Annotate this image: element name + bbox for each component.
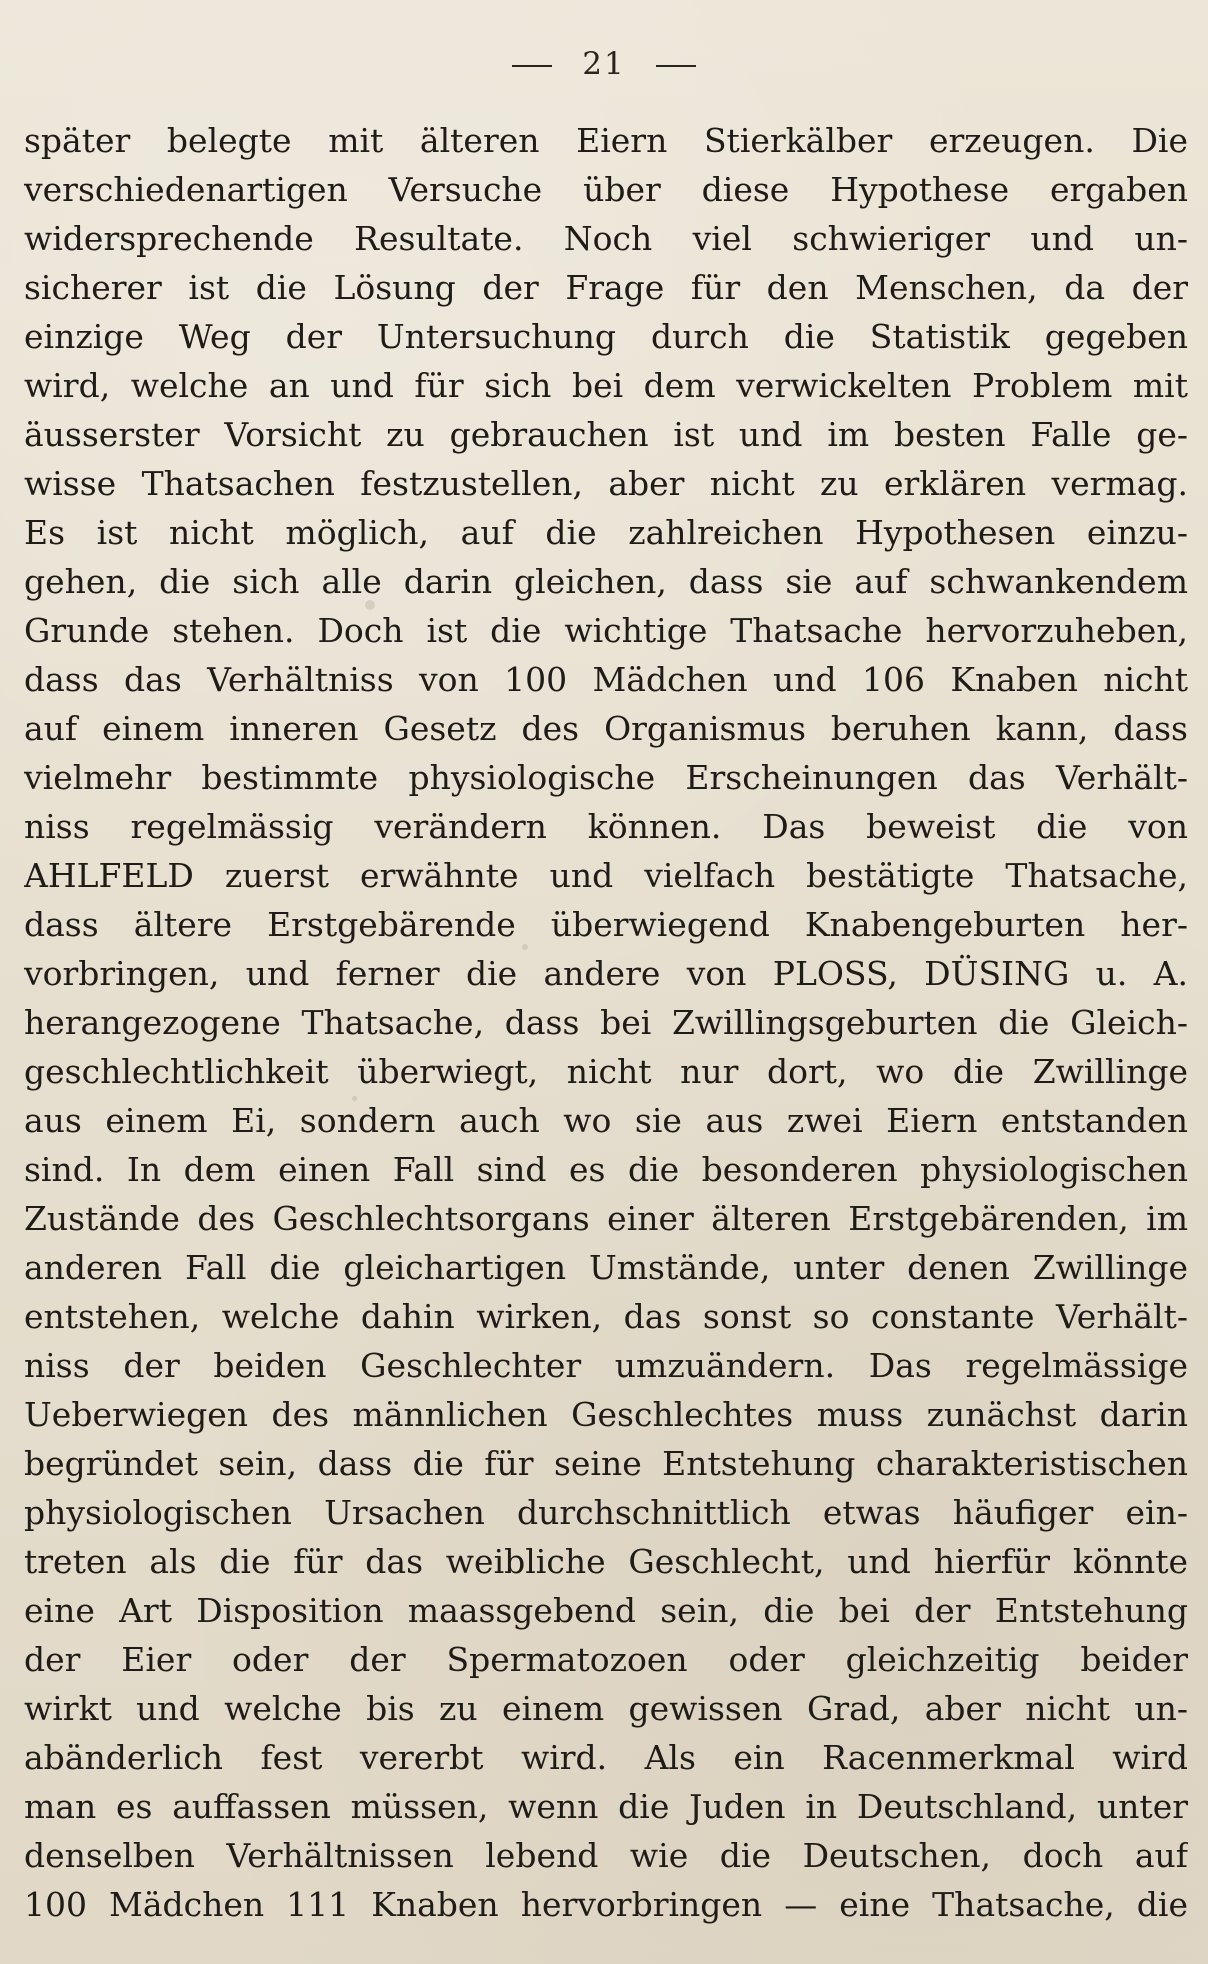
text-line: denselben Verhältnissen lebend wie die Deutschen, doch auf [24, 1836, 1188, 1875]
text-line: Grunde stehen. Doch ist die wichtige Thatsache hervorzuheben, [24, 611, 1188, 650]
text-line: eine Art Disposition maassgebend sein, die bei der Entstehung [24, 1591, 1188, 1630]
text-line: Zustände des Geschlechtsorgans einer älteren Erstgebärenden, im [24, 1199, 1188, 1238]
text-line: äusserster Vorsicht zu gebrauchen ist und im besten Falle ge- [24, 415, 1188, 454]
text-line: geschlechtlichkeit überwiegt, nicht nur dort, wo die Zwillinge [24, 1052, 1188, 1091]
page-number-left-dash [512, 65, 552, 67]
text-line: wisse Thatsachen festzustellen, aber nicht zu erklären vermag. [24, 464, 1188, 503]
text-line: wirkt und welche bis zu einem gewissen Grad, aber nicht un- [24, 1689, 1188, 1728]
text-line: Es ist nicht möglich, auf die zahlreichen Hypothesen einzu- [24, 513, 1188, 552]
text-line: 100 Mädchen 111 Knaben hervorbringen — eine Thatsache, die [24, 1885, 1188, 1924]
text-line: dass das Verhältniss von 100 Mädchen und 106 Knaben nicht [24, 660, 1188, 699]
text-line: man es auffassen müssen, wenn die Juden in Deutschland, unter [24, 1787, 1188, 1826]
text-line: sind. In dem einen Fall sind es die besonderen physiologischen [24, 1150, 1188, 1189]
text-line: niss regelmässig verändern können. Das beweist die von [24, 807, 1188, 846]
text-line: auf einem inneren Gesetz des Organismus beruhen kann, dass [24, 709, 1188, 748]
text-line: AHLFELD zuerst erwähnte und vielfach bestätigte Thatsache, [24, 856, 1188, 895]
page-number [0, 46, 1208, 82]
text-line: entstehen, welche dahin wirken, das sonst so constante Verhält- [24, 1297, 1188, 1336]
text-line: dass ältere Erstgebärende überwiegend Knabengeburten her- [24, 905, 1188, 944]
page-number-right-dash [656, 65, 696, 67]
text-line: anderen Fall die gleichartigen Umstände, unter denen Zwillinge [24, 1248, 1188, 1287]
text-line: vielmehr bestimmte physiologische Erscheinungen das Verhält- [24, 758, 1188, 797]
text-line: herangezogene Thatsache, dass bei Zwillingsgeburten die Gleich- [24, 1003, 1188, 1042]
text-line: aus einem Ei, sondern auch wo sie aus zwei Eiern entstanden [24, 1101, 1188, 1140]
text-line: gehen, die sich alle darin gleichen, dass sie auf schwankendem [24, 562, 1188, 601]
page-number-text: 21 [582, 46, 626, 82]
text-line: physiologischen Ursachen durchschnittlich etwas häufiger ein- [24, 1493, 1188, 1532]
text-line: treten als die für das weibliche Geschlecht, und hierfür könnte [24, 1542, 1188, 1581]
text-line: der Eier oder der Spermatozoen oder gleichzeitig beider [24, 1640, 1188, 1679]
text-line: einzige Weg der Untersuchung durch die Statistik gegeben [24, 317, 1188, 356]
text-line: widersprechende Resultate. Noch viel schwieriger und un- [24, 219, 1188, 258]
text-line: Ueberwiegen des männlichen Geschlechtes muss zunächst darin [24, 1395, 1188, 1434]
body-text [24, 116, 1188, 1929]
text-line: begründet sein, dass die für seine Entstehung charakteristischen [24, 1444, 1188, 1483]
text-line: sicherer ist die Lösung der Frage für den Menschen, da der [24, 268, 1188, 307]
text-line: wird, welche an und für sich bei dem verwickelten Problem mit [24, 366, 1188, 405]
text-line: später belegte mit älteren Eiern Stierkälber erzeugen. Die [24, 121, 1188, 160]
text-line: verschiedenartigen Versuche über diese Hypothese ergaben [24, 170, 1188, 209]
text-line: abänderlich fest vererbt wird. Als ein Racenmerkmal wird [24, 1738, 1188, 1777]
text-line: vorbringen, und ferner die andere von PLOSS, DÜSING u. A. [24, 954, 1188, 993]
text-line: niss der beiden Geschlechter umzuändern. Das regelmässige [24, 1346, 1188, 1385]
